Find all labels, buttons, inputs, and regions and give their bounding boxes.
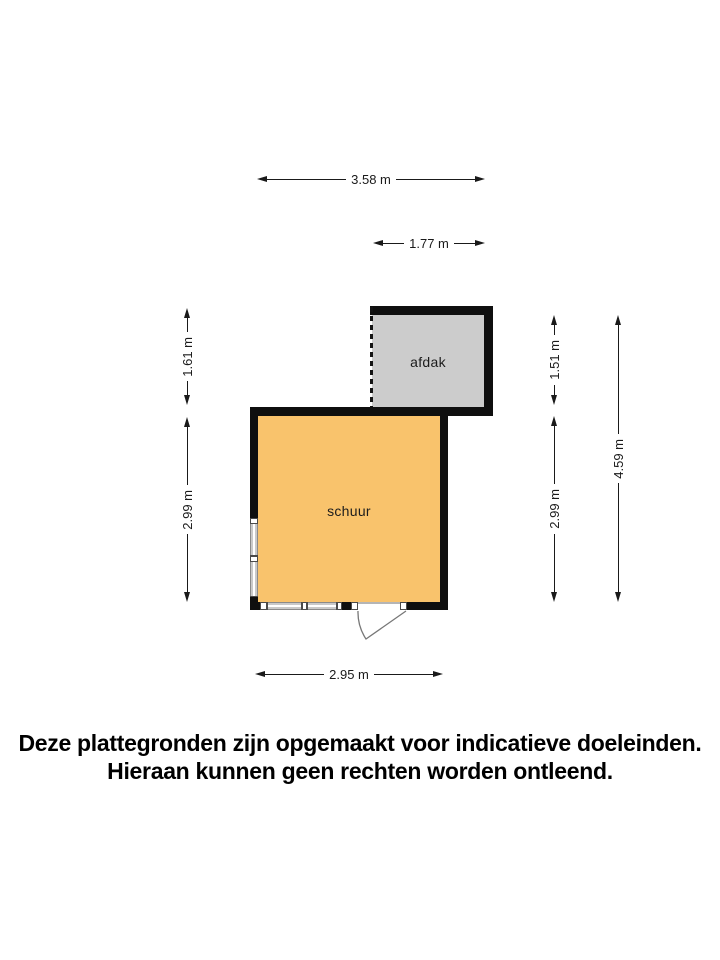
disclaimer-line-1: Deze plattegronden zijn opgemaakt voor indicatieve doeleinden. <box>18 730 702 756</box>
disclaimer-line-2: Hieraan kunnen geen rechten worden ontleend. <box>107 758 613 784</box>
dimension-label: 3.58 m <box>351 171 391 187</box>
dimension-label: 4.59 m <box>610 438 626 479</box>
disclaimer-text <box>0 729 720 785</box>
dimension-label: 2.95 m <box>329 666 369 682</box>
room-label-schuur: schuur <box>327 503 371 519</box>
dimension-label: 2.99 m <box>546 489 562 529</box>
dimension-label: 2.99 m <box>179 489 195 530</box>
dimension-label: 1.77 m <box>409 235 449 251</box>
dimension-label: 1.51 m <box>546 340 562 380</box>
dimension-label: 1.61 m <box>179 336 195 377</box>
room-label-afdak: afdak <box>410 354 446 370</box>
